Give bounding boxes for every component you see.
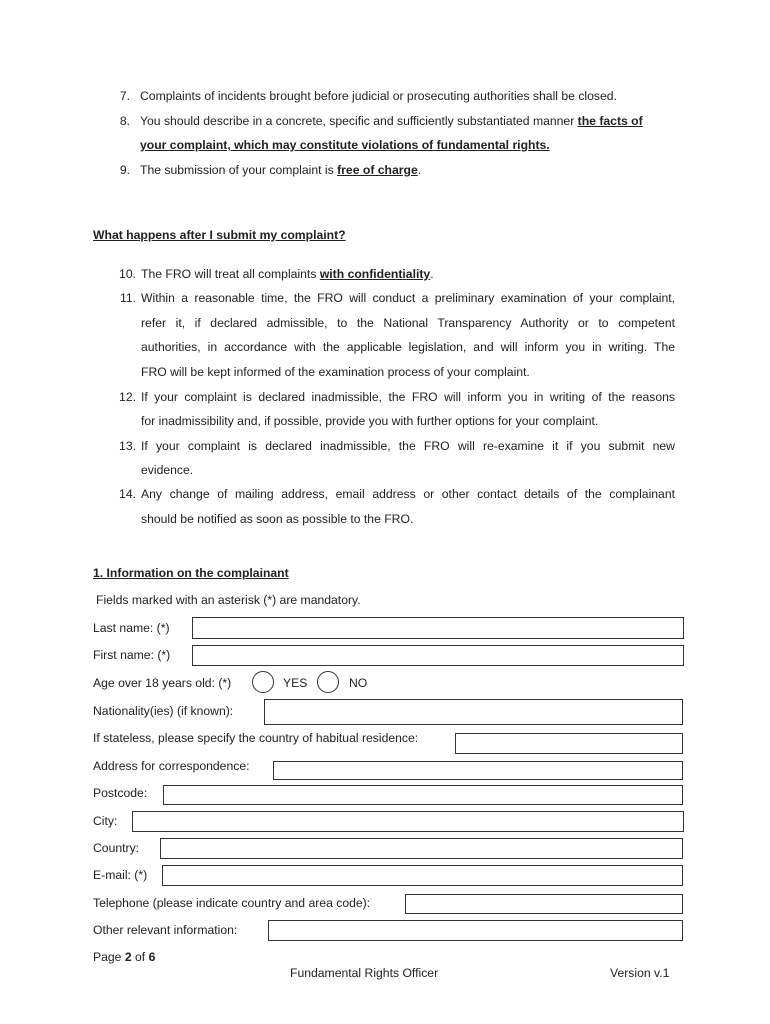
list-item-line: evidence. xyxy=(141,463,194,477)
address-field[interactable] xyxy=(273,761,683,780)
country-label: Country: xyxy=(93,841,140,855)
list-item-text: Complaints of incidents brought before judicial or prosecuting authorities shall be closed. xyxy=(140,89,617,103)
list-item-text-part: The FRO will treat all complaints xyxy=(141,267,317,281)
list-item-text-part: . xyxy=(430,267,434,281)
age-no-radio[interactable] xyxy=(317,671,339,693)
list-item-line: If your complaint is declared inadmissible, the FRO will inform you in writing of the reasons xyxy=(141,390,675,404)
emphasis-text: free of charge xyxy=(337,163,418,177)
postcode-field[interactable] xyxy=(163,785,683,805)
list-number: 11. xyxy=(119,291,136,305)
section-heading: What happens after I submit my complaint? xyxy=(93,228,346,242)
list-number: 14. xyxy=(119,487,136,501)
footer-title: Fundamental Rights Officer xyxy=(290,966,439,980)
nationality-field[interactable] xyxy=(264,699,683,725)
email-label: E-mail: (*) xyxy=(93,868,148,882)
other-info-label: Other relevant information: xyxy=(93,923,238,937)
list-item-text xyxy=(140,114,643,128)
list-item-line: FRO will be kept informed of the examination process of your complaint. xyxy=(141,365,530,379)
last-name-field[interactable] xyxy=(192,617,684,639)
list-item-line: refer it, if declared admissible, to the National Transparency Authority or to competent xyxy=(141,316,675,330)
list-number: 7. xyxy=(119,89,130,103)
footer-version: Version v.1 xyxy=(610,966,670,980)
list-item-line: If your complaint is declared inadmissible, the FRO will re-examine it if you submit new xyxy=(141,439,675,453)
list-number: 9. xyxy=(119,163,130,177)
page-prefix: Page xyxy=(93,950,122,964)
telephone-field[interactable] xyxy=(405,894,683,914)
page-number xyxy=(93,950,155,964)
other-info-field[interactable] xyxy=(268,920,683,941)
postcode-label: Postcode: xyxy=(93,786,148,800)
list-number: 13. xyxy=(119,439,136,453)
country-field[interactable] xyxy=(160,838,683,859)
list-item-line: authorities, in accordance with the applicable legislation, and will inform you in writing. The xyxy=(141,340,675,354)
list-item-text-part: The submission of your complaint is xyxy=(140,163,334,177)
list-item-text-part: . xyxy=(417,163,422,177)
telephone-label: Telephone (please indicate country and area code): xyxy=(93,896,371,910)
list-item-text xyxy=(140,163,421,177)
list-item-text-part: You should describe in a concrete, specific and sufficiently substantiated manner xyxy=(140,114,575,128)
city-label: City: xyxy=(93,814,118,828)
emphasis-text: your complaint, which may constitute violations of fundamental rights. xyxy=(140,138,550,152)
age-yes-label: YES xyxy=(283,676,308,690)
last-name-label: Last name: (*) xyxy=(93,621,170,635)
email-field[interactable] xyxy=(162,865,683,886)
stateless-label: If stateless, please specify the country of habitual residence: xyxy=(93,731,419,745)
list-item-line: should be notified as soon as possible to the FRO. xyxy=(141,512,414,526)
mandatory-note: Fields marked with an asterisk (*) are mandatory. xyxy=(96,593,361,607)
page-current: 2 xyxy=(124,950,132,964)
list-number: 12. xyxy=(119,390,136,404)
list-item-line: Any change of mailing address, email address or other contact details of the complainant xyxy=(141,487,675,501)
list-number: 10. xyxy=(119,267,136,281)
list-item-line: Within a reasonable time, the FRO will conduct a preliminary examination of your complaint, xyxy=(141,291,675,305)
list-item-line: for inadmissibility and, if possible, provide you with further options for your complaint. xyxy=(141,414,599,428)
stateless-country-field[interactable] xyxy=(455,733,683,754)
page-of: of xyxy=(135,950,146,964)
emphasis-text: with confidentiality xyxy=(319,267,431,281)
city-field[interactable] xyxy=(132,811,684,832)
nationality-label: Nationality(ies) (if known): xyxy=(93,704,234,718)
section-heading: 1. Information on the complainant xyxy=(93,566,289,580)
age-yes-radio[interactable] xyxy=(252,671,274,693)
age-label: Age over 18 years old: (*) xyxy=(93,676,232,690)
address-label: Address for correspondence: xyxy=(93,759,250,773)
page-total: 6 xyxy=(148,950,156,964)
list-item-text xyxy=(141,267,434,281)
list-number: 8. xyxy=(119,114,130,128)
age-no-label: NO xyxy=(349,676,368,690)
first-name-label: First name: (*) xyxy=(93,648,171,662)
emphasis-text: the facts of xyxy=(577,114,643,128)
first-name-field[interactable] xyxy=(192,645,684,666)
